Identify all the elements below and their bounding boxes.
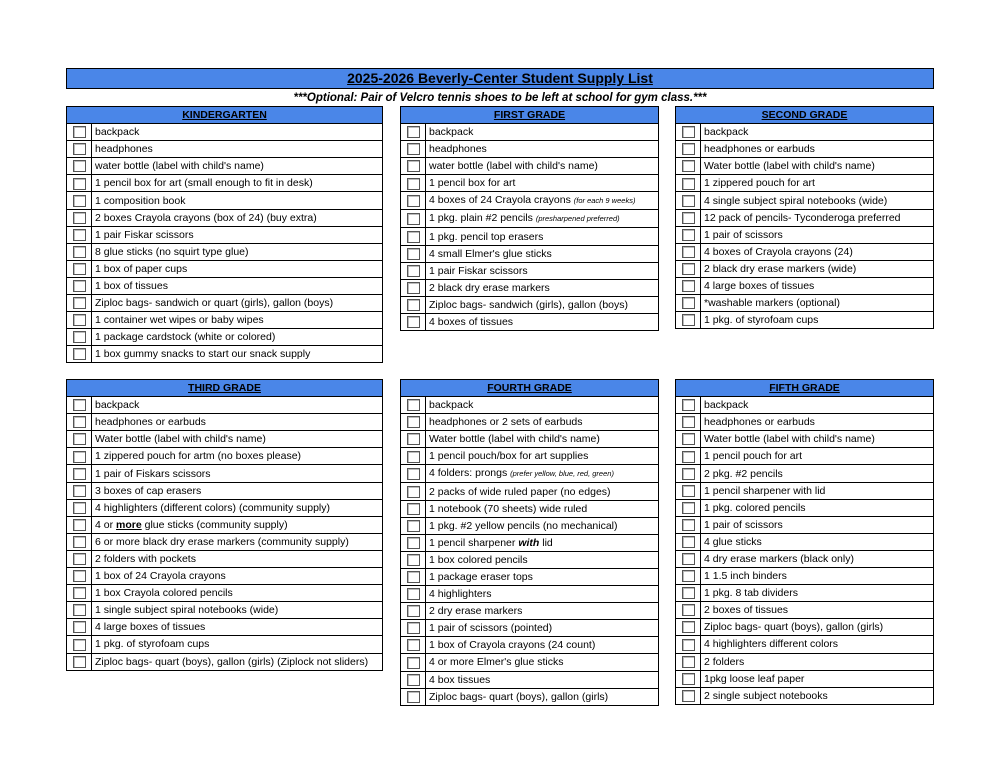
list-item — [67, 636, 383, 653]
list-item — [67, 516, 383, 533]
list-item — [401, 245, 659, 262]
list-item — [67, 312, 383, 329]
list-item — [401, 124, 659, 141]
list-item — [676, 277, 934, 294]
list-item — [67, 448, 383, 465]
list-item — [67, 431, 383, 448]
list-item — [67, 192, 383, 209]
item-label: 1 pkg. 8 tab dividers — [701, 585, 934, 602]
checkbox[interactable] — [73, 587, 86, 599]
item-text: 4 folders: prongs — [429, 467, 511, 480]
list-item — [676, 175, 934, 192]
item-label: 1 package cardstock (white or colored) — [92, 329, 383, 346]
item-label: 8 glue sticks (no squirt type glue) — [92, 243, 383, 260]
item-label: 4 dry erase markers (black only) — [701, 550, 934, 567]
item-label: 1 box gummy snacks to start our snack supply — [92, 346, 383, 363]
first-grade-table — [400, 106, 659, 331]
item-label: 4 boxes of tissues — [426, 313, 659, 330]
checkbox[interactable] — [73, 502, 86, 514]
list-item — [401, 671, 659, 688]
list-item — [67, 141, 383, 158]
list-item — [676, 636, 934, 653]
second-grade-table — [675, 106, 934, 329]
checkbox[interactable] — [407, 282, 420, 294]
list-item — [676, 482, 934, 499]
item-label: 2 packs of wide ruled paper (no edges) — [426, 483, 659, 500]
list-item — [401, 483, 659, 500]
list-item — [676, 226, 934, 243]
checkbox[interactable] — [407, 674, 420, 686]
fifth-grade-heading: FIFTH GRADE — [676, 380, 934, 397]
checkbox[interactable] — [407, 299, 420, 311]
checkbox[interactable] — [407, 178, 420, 190]
list-item — [401, 431, 659, 448]
item-label: 1 box of tissues — [92, 277, 383, 294]
optional-note: ***Optional: Pair of Velcro tennis shoes to be left at school for gym class.*** — [293, 92, 707, 104]
checkbox[interactable] — [407, 554, 420, 566]
item-label — [426, 192, 659, 210]
checkbox[interactable] — [682, 451, 695, 463]
fifth-grade-table — [675, 379, 934, 705]
item-label: 2 pkg. #2 pencils — [701, 465, 934, 482]
list-item — [67, 209, 383, 226]
list-item — [676, 533, 934, 550]
checkbox[interactable] — [407, 195, 420, 207]
checkbox[interactable] — [407, 316, 420, 328]
item-label: 1 pair of scissors (pointed) — [426, 620, 659, 637]
item-label: 1 box Crayola colored pencils — [92, 585, 383, 602]
item-label: 4 highlighters (different colors) (community supply) — [92, 499, 383, 516]
checkbox[interactable] — [407, 503, 420, 515]
list-item — [401, 296, 659, 313]
checkbox[interactable] — [682, 553, 695, 565]
checkbox[interactable] — [407, 468, 420, 480]
item-label: 4 box tissues — [426, 671, 659, 688]
item-label: 1 notebook (70 sheets) wide ruled — [426, 500, 659, 517]
item-note: (prefer yellow, blue, red, green) — [510, 469, 614, 479]
checkbox[interactable] — [407, 691, 420, 703]
list-item — [67, 465, 383, 482]
checkbox[interactable] — [407, 571, 420, 583]
item-label: Ziploc bags- quart (boys), gallon (girls) (Ziplock not sliders) — [92, 653, 383, 670]
checkbox[interactable] — [682, 195, 695, 207]
item-text-rest: glue sticks (community supply) — [141, 518, 288, 531]
item-label: backpack — [92, 124, 383, 141]
checkbox[interactable] — [682, 587, 695, 599]
checkbox[interactable] — [73, 348, 86, 360]
checkbox[interactable] — [407, 520, 420, 532]
checkbox[interactable] — [682, 229, 695, 241]
list-item — [401, 448, 659, 465]
list-item — [67, 226, 383, 243]
list-item — [676, 653, 934, 670]
kindergarten-table — [66, 106, 383, 363]
checkbox[interactable] — [73, 314, 86, 326]
item-label: 1 box of 24 Crayola crayons — [92, 568, 383, 585]
list-item — [401, 279, 659, 296]
checkbox[interactable] — [407, 433, 420, 445]
item-label: 3 boxes of cap erasers — [92, 482, 383, 499]
item-label: 1 pkg. of styrofoam cups — [92, 636, 383, 653]
checkbox[interactable] — [682, 690, 695, 702]
item-text-rest: lid — [539, 536, 553, 549]
list-item — [401, 586, 659, 603]
checkbox[interactable] — [73, 451, 86, 463]
list-item — [401, 313, 659, 330]
checkbox[interactable] — [407, 231, 420, 243]
list-item — [401, 465, 659, 483]
item-label: Ziploc bags- quart (boys), gallon (girls) — [426, 688, 659, 705]
list-item — [676, 568, 934, 585]
checkbox[interactable] — [407, 639, 420, 651]
list-item — [67, 499, 383, 516]
list-item — [401, 654, 659, 671]
list-item — [67, 585, 383, 602]
list-item — [67, 414, 383, 431]
list-item — [676, 448, 934, 465]
checkbox[interactable] — [407, 537, 420, 549]
list-item — [676, 585, 934, 602]
checkbox[interactable] — [73, 263, 86, 275]
list-item — [67, 533, 383, 550]
checkbox[interactable] — [73, 553, 86, 565]
checkbox[interactable] — [682, 160, 695, 172]
item-label: backpack — [426, 397, 659, 414]
item-label: 2 folders with pockets — [92, 550, 383, 567]
list-item — [401, 192, 659, 210]
item-label: 1 pkg. colored pencils — [701, 499, 934, 516]
item-note: (presharpened preferred) — [535, 214, 620, 224]
item-label: Water bottle (label with child's name) — [92, 431, 383, 448]
checkbox[interactable] — [73, 178, 86, 190]
list-item — [401, 210, 659, 228]
item-label: 1 pencil pouch for art — [701, 448, 934, 465]
item-label: 1pkg loose leaf paper — [701, 670, 934, 687]
checkbox[interactable] — [682, 536, 695, 548]
item-label: 1 pencil box for art (small enough to fit in desk) — [92, 175, 383, 192]
list-item — [67, 175, 383, 192]
checkbox[interactable] — [407, 126, 420, 138]
list-item — [401, 568, 659, 585]
checkbox[interactable] — [682, 673, 695, 685]
checkbox[interactable] — [73, 656, 86, 668]
list-item — [67, 295, 383, 312]
item-label: 1 pkg. of styrofoam cups — [701, 312, 934, 329]
checkbox[interactable] — [682, 314, 695, 326]
item-label: 4 or more Elmer's glue sticks — [426, 654, 659, 671]
list-item — [67, 482, 383, 499]
item-label: 4 large boxes of tissues — [92, 619, 383, 636]
list-item — [67, 550, 383, 567]
item-emphasis: with — [518, 536, 540, 549]
list-item — [67, 397, 383, 414]
list-item — [67, 602, 383, 619]
item-label — [426, 534, 659, 551]
item-label: headphones or earbuds — [701, 141, 934, 158]
list-item — [67, 243, 383, 260]
checkbox[interactable] — [682, 126, 695, 138]
list-item — [67, 260, 383, 277]
checkbox[interactable] — [73, 536, 86, 548]
checkbox[interactable] — [73, 639, 86, 651]
list-item — [676, 499, 934, 516]
checkbox[interactable] — [73, 399, 86, 411]
item-label: backpack — [701, 397, 934, 414]
item-label: 12 pack of pencils- Tyconderoga preferred — [701, 209, 934, 226]
item-label: 1 pair Fiskar scissors — [92, 226, 383, 243]
list-item — [401, 551, 659, 568]
checkbox[interactable] — [407, 399, 420, 411]
third-grade-table — [66, 379, 383, 671]
checkbox[interactable] — [73, 519, 86, 531]
checkbox[interactable] — [682, 297, 695, 309]
item-label: 2 boxes Crayola crayons (box of 24) (buy extra) — [92, 209, 383, 226]
list-item — [67, 277, 383, 294]
item-label: 1 pair Fiskar scissors — [426, 262, 659, 279]
list-item — [676, 687, 934, 704]
list-item — [67, 653, 383, 670]
item-label: 2 boxes of tissues — [701, 602, 934, 619]
list-item — [676, 602, 934, 619]
list-item — [401, 262, 659, 279]
item-label: 2 single subject notebooks — [701, 687, 934, 704]
list-item — [676, 414, 934, 431]
checkbox[interactable] — [407, 416, 420, 428]
fourth-grade-table — [400, 379, 659, 706]
list-item — [401, 175, 659, 192]
list-item — [67, 346, 383, 363]
item-label: 1 zippered pouch for art — [701, 175, 934, 192]
checkbox[interactable] — [407, 605, 420, 617]
checkbox[interactable] — [407, 622, 420, 634]
item-label: 1 pencil sharpener with lid — [701, 482, 934, 499]
checkbox[interactable] — [73, 485, 86, 497]
checkbox[interactable] — [682, 570, 695, 582]
checkbox[interactable] — [73, 143, 86, 155]
item-label: backpack — [92, 397, 383, 414]
item-label: 1 box of paper cups — [92, 260, 383, 277]
item-label: 1 pair of scissors — [701, 516, 934, 533]
list-item — [676, 141, 934, 158]
item-label: headphones — [426, 141, 659, 158]
checkbox[interactable] — [73, 246, 86, 258]
checkbox[interactable] — [682, 502, 695, 514]
list-item — [676, 158, 934, 175]
checkbox[interactable] — [407, 486, 420, 498]
item-label: 1 container wet wipes or baby wipes — [92, 312, 383, 329]
item-label: 4 single subject spiral notebooks (wide) — [701, 192, 934, 209]
checkbox[interactable] — [73, 195, 86, 207]
list-item — [67, 329, 383, 346]
item-text: 4 boxes of 24 Crayola crayons — [429, 194, 571, 207]
list-item — [676, 209, 934, 226]
list-item — [676, 397, 934, 414]
list-item — [401, 500, 659, 517]
item-label: 2 dry erase markers — [426, 603, 659, 620]
checkbox[interactable] — [407, 588, 420, 600]
checkbox[interactable] — [682, 280, 695, 292]
item-label: 4 highlighters different colors — [701, 636, 934, 653]
item-label: Ziploc bags- sandwich or quart (girls), gallon (boys) — [92, 295, 383, 312]
item-label: Ziploc bags- sandwich (girls), gallon (boys) — [426, 296, 659, 313]
item-label: 1 pkg. #2 yellow pencils (no mechanical) — [426, 517, 659, 534]
item-text: 4 or — [95, 518, 117, 531]
item-label: 2 black dry erase markers (wide) — [701, 260, 934, 277]
list-item — [401, 228, 659, 245]
item-label: 4 boxes of Crayola crayons (24) — [701, 243, 934, 260]
checkbox[interactable] — [682, 639, 695, 651]
checkbox[interactable] — [73, 297, 86, 309]
list-item — [401, 534, 659, 551]
list-item — [67, 568, 383, 585]
item-label: backpack — [701, 124, 934, 141]
list-item — [401, 603, 659, 620]
checkbox[interactable] — [682, 143, 695, 155]
third-grade-heading: THIRD GRADE — [67, 380, 383, 397]
checkbox[interactable] — [73, 212, 86, 224]
list-item — [67, 619, 383, 636]
checkbox[interactable] — [682, 246, 695, 258]
checkbox[interactable] — [682, 656, 695, 668]
checkbox[interactable] — [682, 212, 695, 224]
item-label: 4 glue sticks — [701, 533, 934, 550]
item-label: 1 zippered pouch for artm (no boxes please) — [92, 448, 383, 465]
list-item — [401, 517, 659, 534]
list-item — [676, 619, 934, 636]
list-item — [676, 295, 934, 312]
item-label — [426, 210, 659, 228]
item-label: headphones or earbuds — [92, 414, 383, 431]
item-emphasis: more — [116, 518, 142, 531]
item-text: 1 pkg. plain #2 pencils — [429, 212, 533, 225]
list-item — [676, 550, 934, 567]
item-label: 1 box colored pencils — [426, 551, 659, 568]
list-item — [401, 637, 659, 654]
item-label: 4 large boxes of tissues — [701, 277, 934, 294]
list-item — [401, 688, 659, 705]
checkbox[interactable] — [73, 126, 86, 138]
list-item — [401, 397, 659, 414]
item-label: 1 box of Crayola crayons (24 count) — [426, 637, 659, 654]
item-label: 1 pencil box for art — [426, 175, 659, 192]
second-grade-heading: SECOND GRADE — [676, 107, 934, 124]
item-label: 4 small Elmer's glue sticks — [426, 245, 659, 262]
page-title: 2025-2026 Beverly-Center Student Supply List — [66, 68, 934, 89]
list-item — [676, 124, 934, 141]
checkbox[interactable] — [73, 570, 86, 582]
item-label: 2 black dry erase markers — [426, 279, 659, 296]
list-item — [676, 243, 934, 260]
checkbox[interactable] — [682, 178, 695, 190]
item-label: 2 folders — [701, 653, 934, 670]
checkbox[interactable] — [682, 263, 695, 275]
item-label — [426, 465, 659, 483]
item-label: Water bottle (label with child's name) — [701, 158, 934, 175]
list-item — [401, 141, 659, 158]
checkbox[interactable] — [682, 433, 695, 445]
item-label: 4 highlighters — [426, 586, 659, 603]
list-item — [401, 414, 659, 431]
item-label: Water bottle (label with child's name) — [701, 431, 934, 448]
list-item — [401, 620, 659, 637]
checkbox[interactable] — [682, 519, 695, 531]
list-item — [676, 260, 934, 277]
list-item — [676, 192, 934, 209]
list-item — [401, 158, 659, 175]
list-item — [67, 158, 383, 175]
item-label: 1 pair of Fiskars scissors — [92, 465, 383, 482]
item-label: Water bottle (label with child's name) — [426, 431, 659, 448]
item-label: headphones or earbuds — [701, 414, 934, 431]
list-item — [676, 465, 934, 482]
checkbox[interactable] — [73, 280, 86, 292]
checkbox[interactable] — [73, 604, 86, 616]
first-grade-heading: FIRST GRADE — [401, 107, 659, 124]
list-item — [676, 516, 934, 533]
checkbox[interactable] — [73, 468, 86, 480]
checkbox[interactable] — [73, 229, 86, 241]
item-label: 1 package eraser tops — [426, 568, 659, 585]
kindergarten-heading: KINDERGARTEN — [67, 107, 383, 124]
item-label — [92, 516, 383, 533]
checkbox[interactable] — [407, 160, 420, 172]
checkbox[interactable] — [73, 433, 86, 445]
checkbox[interactable] — [682, 468, 695, 480]
checkbox[interactable] — [682, 485, 695, 497]
checkbox[interactable] — [407, 265, 420, 277]
checkbox[interactable] — [73, 160, 86, 172]
list-item — [676, 312, 934, 329]
checkbox[interactable] — [682, 604, 695, 616]
checkbox[interactable] — [73, 416, 86, 428]
list-item — [676, 431, 934, 448]
list-item — [676, 670, 934, 687]
item-label: backpack — [426, 124, 659, 141]
checkbox[interactable] — [73, 621, 86, 633]
item-label: 6 or more black dry erase markers (community supply) — [92, 533, 383, 550]
item-label: 1 composition book — [92, 192, 383, 209]
item-label: 1 pair of scissors — [701, 226, 934, 243]
checkbox[interactable] — [682, 621, 695, 633]
item-label: headphones or 2 sets of earbuds — [426, 414, 659, 431]
item-label: 1 pencil pouch/box for art supplies — [426, 448, 659, 465]
checkbox[interactable] — [407, 451, 420, 463]
checkbox[interactable] — [682, 399, 695, 411]
item-label: water bottle (label with child's name) — [426, 158, 659, 175]
item-label: headphones — [92, 141, 383, 158]
checkbox[interactable] — [407, 213, 420, 225]
checkbox[interactable] — [407, 143, 420, 155]
item-label: 1 1.5 inch binders — [701, 568, 934, 585]
item-label: 1 single subject spiral notebooks (wide) — [92, 602, 383, 619]
item-text: 1 pencil sharpener — [429, 536, 519, 549]
checkbox[interactable] — [407, 248, 420, 260]
list-item — [67, 124, 383, 141]
item-label: 1 pkg. pencil top erasers — [426, 228, 659, 245]
item-label: *washable markers (optional) — [701, 295, 934, 312]
item-label: Ziploc bags- quart (boys), gallon (girls) — [701, 619, 934, 636]
checkbox[interactable] — [407, 657, 420, 669]
fourth-grade-heading: FOURTH GRADE — [401, 380, 659, 397]
checkbox[interactable] — [682, 416, 695, 428]
checkbox[interactable] — [73, 331, 86, 343]
item-label: water bottle (label with child's name) — [92, 158, 383, 175]
item-note: (for each 9 weeks) — [573, 196, 636, 206]
